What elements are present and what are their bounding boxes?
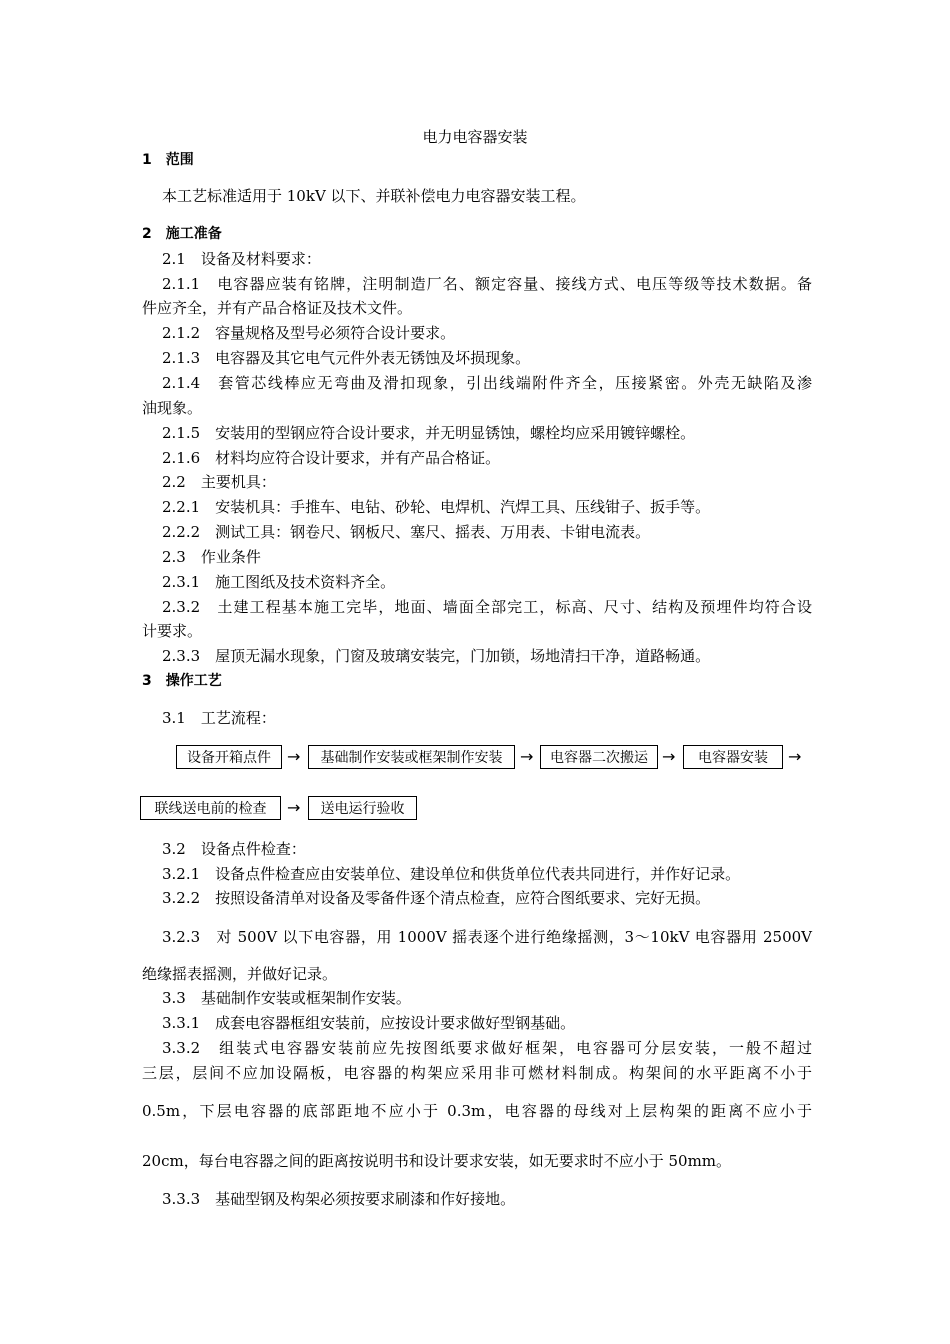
clause-2-3-2-line2: 计要求。: [142, 622, 203, 640]
clause-3-2-3-line1: 3.2.3 对 500V 以下电容器，用 1000V 摇表逐个进行绝缘摇测，3～10kV 电容器用 2500V: [162, 928, 812, 946]
clause-2-1-1-line1: 2.1.1 电容器应装有铭牌，注明制造厂名、额定容量、接线方式、电压等级等技术数据。备: [162, 275, 812, 293]
clause-2-2: 2.2 主要机具：: [162, 473, 276, 491]
flow-step-acceptance: 送电运行验收: [308, 796, 417, 820]
section-2-heading: 2 施工准备: [142, 226, 222, 242]
flow-arrow-4: →: [788, 747, 802, 766]
section-1-text: 本工艺标准适用于 10kV 以下、并联补偿电力电容器安装工程。: [162, 187, 586, 205]
page-title: 电力电容器安装: [422, 128, 528, 146]
clause-3-3-1: 3.3.1 成套电容器框组安装前，应按设计要求做好型钢基础。: [162, 1014, 576, 1032]
clause-2-2-1: 2.2.1 安装机具：手推车、电钻、砂轮、电焊机、汽焊工具、压线钳子、扳手等。: [162, 498, 711, 516]
clause-3-2-1: 3.2.1 设备点件检查应由安装单位、建设单位和供货单位代表共同进行，并作好记录。: [162, 865, 741, 883]
section-1-heading: 1 范围: [142, 152, 194, 168]
flow-step-precheck: 联线送电前的检查: [140, 796, 281, 820]
clause-3-2-3-line2: 绝缘摇表摇测，并做好记录。: [142, 965, 338, 983]
clause-2-1-5: 2.1.5 安装用的型钢应符合设计要求，并无明显锈蚀，螺栓均应采用镀锌螺栓。: [162, 424, 696, 442]
section-3-heading: 3 操作工艺: [142, 673, 222, 689]
clause-2-3-2-line1: 2.3.2 土建工程基本施工完毕，地面、墙面全部完工，标高、尺寸、结构及预埋件均符合设: [162, 598, 812, 616]
clause-2-1-6: 2.1.6 材料均应符合设计要求，并有产品合格证。: [162, 449, 501, 467]
clause-2-1-4-line1: 2.1.4 套管芯线棒应无弯曲及滑扣现象，引出线端附件齐全，压接紧密。外壳无缺陷及渗: [162, 374, 812, 392]
clause-3-2: 3.2 设备点件检查：: [162, 840, 306, 858]
clause-3-3-3: 3.3.3 基础型钢及构架必须按要求刷漆和作好接地。: [162, 1190, 516, 1208]
clause-3-3-2-line2: 三层，层间不应加设隔板，电容器的构架应采用非可燃材料制成。构架间的水平距离不小于: [142, 1064, 812, 1082]
flow-step-transport: 电容器二次搬运: [540, 745, 658, 769]
clause-3-3-2-line1: 3.3.2 组装式电容器安装前应先按图纸要求做好框架，电容器可分层安装，一般不超过: [162, 1039, 812, 1057]
flow-arrow-5: →: [287, 798, 301, 817]
clause-3-2-2: 3.2.2 按照设备清单对设备及零备件逐个清点检查，应符合图纸要求、完好无损。: [162, 889, 711, 907]
clause-2-2-2: 2.2.2 测试工具：钢卷尺、钢板尺、塞尺、摇表、万用表、卡钳电流表。: [162, 523, 651, 541]
clause-2-3-1: 2.3.1 施工图纸及技术资料齐全。: [162, 573, 396, 591]
clause-2-1-2: 2.1.2 容量规格及型号必须符合设计要求。: [162, 324, 456, 342]
clause-2-3-3: 2.3.3 屋顶无漏水现象，门窗及玻璃安装完，门加锁，场地清扫干净，道路畅通。: [162, 647, 711, 665]
clause-3-1: 3.1 工艺流程：: [162, 709, 276, 727]
clause-2-3: 2.3 作业条件: [162, 548, 261, 566]
flow-arrow-2: →: [520, 747, 534, 766]
flow-arrow-1: →: [287, 747, 301, 766]
flow-step-foundation: 基础制作安装或框架制作安装: [308, 745, 515, 769]
clause-2-1-1-line2: 件应齐全，并有产品合格证及技术文件。: [142, 299, 413, 317]
clause-2-1-3: 2.1.3 电容器及其它电气元件外表无锈蚀及坏损现象。: [162, 349, 531, 367]
clause-3-3-2-line3: 0.5m，下层电容器的底部距地不应小于 0.3m，电容器的母线对上层构架的距离不应小于: [142, 1102, 812, 1120]
clause-3-3: 3.3 基础制作安装或框架制作安装。: [162, 989, 411, 1007]
clause-2-1-4-line2: 油现象。: [142, 399, 203, 417]
clause-2-1: 2.1 设备及材料要求：: [162, 250, 321, 268]
flow-arrow-3: →: [662, 747, 676, 766]
clause-3-3-2-line4: 20cm，每台电容器之间的距离按说明书和设计要求安装，如无要求时不应小于 50mm。: [142, 1152, 732, 1170]
flow-step-unpacking: 设备开箱点件: [176, 745, 282, 769]
flow-step-installation: 电容器安装: [683, 745, 783, 769]
